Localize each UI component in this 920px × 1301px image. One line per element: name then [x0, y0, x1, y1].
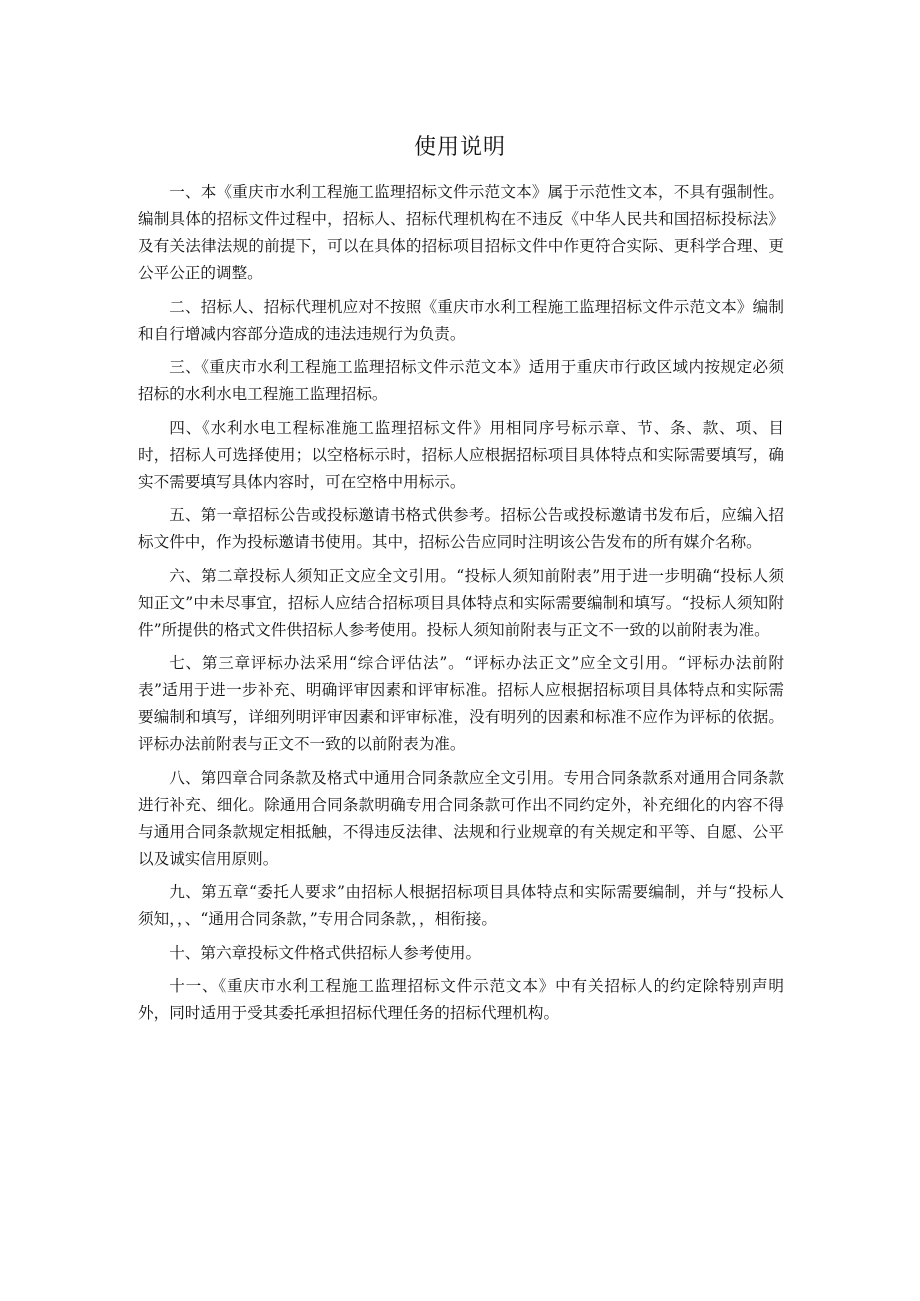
paragraph-3: 三、《重庆市水利工程施工监理招标文件示范文本》适用于重庆市行政区域内按规定必须招标的水利水电工程施工监理招标。	[138, 358, 784, 403]
paragraph-11: 十一、《重庆市水利工程施工监理招标文件示范文本》中有关招标人的约定除特别声明外，同时适用于受其委托承担招标代理任务的招标代理机构。	[138, 977, 784, 1022]
paragraph-4: 四、《水利水电工程标准施工监理招标文件》用相同序号标示章、节、条、款、项、目时，招标人可选择使用；以空格标示时，招标人应根据招标项目具体特点和实际需要填写，确实不需要填写具体内容时，可在空格中用标示。	[138, 418, 784, 491]
paragraph-1: 一、本《重庆市水利工程施工监理招标文件示范文本》属于示范性文本，不具有强制性。编制具体的招标文件过程中，招标人、招标代理机构在不违反《中华人民共和国招标投标法》及有关法律法规的前提下，可以在具体的招标项目招标文件中作更符合实际、更科学合理、更公平公正的调整。	[138, 183, 784, 282]
paragraph-10: 十、第六章投标文件格式供招标人参考使用。	[169, 943, 482, 962]
paragraph-9: 九、第五章“委托人要求”由招标人根据招标项目具体特点和实际需要编制，并与“投标人须知，，、“通用合同条款，”专用合同条款，，相衔接。	[138, 883, 784, 928]
paragraph-2: 二、招标人、招标代理机应对不按照《重庆市水利工程施工监理招标文件示范文本》编制和自行增减内容部分造成的违法违规行为负责。	[138, 297, 784, 343]
paragraph-7: 七、第三章评标办法采用“综合评估法”。“评标办法正文”应全文引用。“评标办法前附表”适用于进一步补充、明确评审因素和评审标准。招标人应根据招标项目具体特点和实际需要编制和填写，详细列明评审因素和评审标准，没有明列的因素和标准不应作为评标的依据。评标办法前附表与正文不一致的以前附表为准。	[138, 654, 784, 753]
paragraph-6: 六、第二章投标人须知正文应全文引用。“投标人须知前附表”用于进一步明确“投标人须知正文”中未尽事宜，招标人应结合招标项目具体特点和实际需要编制和填写。“投标人须知附件”所提供的格式文件供招标人参考使用。投标人须知前附表与正文不一致的以前附表为准。	[138, 566, 784, 639]
paragraph-5: 五、第一章招标公告或投标邀请书格式供参考。招标公告或投标邀请书发布后，应编入招标文件中，作为投标邀请书使用。其中，招标公告应同时注明该公告发布的所有媒介名称。	[138, 506, 784, 551]
document-body	[138, 179, 784, 1034]
paragraph-8: 八、第四章合同条款及格式中通用合同条款应全文引用。专用合同条款系对通用合同条款进行补充、细化。除通用合同条款明确专用合同条款可作出不同约定外，补充细化的内容不得与通用合同条款规定相抵触，不得违反法律、法规和行业规章的有关规定和平等、自愿、公平以及诚实信用原则。	[138, 768, 784, 868]
page-title: 使用说明	[413, 135, 506, 160]
